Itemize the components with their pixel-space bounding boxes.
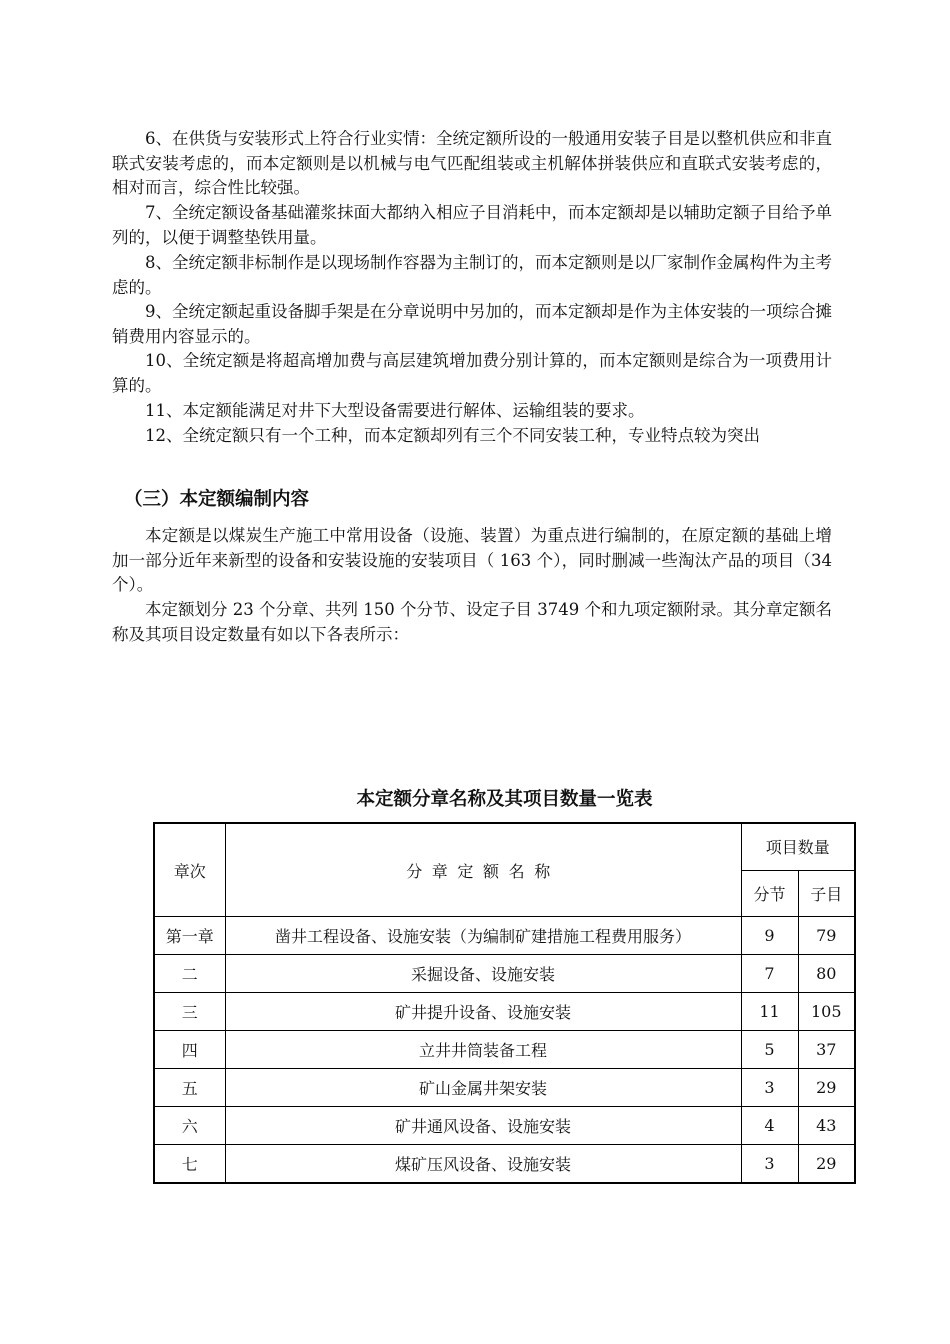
table-title: 本定额分章名称及其项目数量一览表 [356,789,653,810]
table-row [154,1107,855,1145]
header-chapter: 章次 [154,823,225,917]
paragraph-compilation-content: 本定额是以煤炭生产施工中常用设备（设施、装置）为重点进行编制的，在原定额的基础上增加一部分近年来新型的设备和安装设施的安装项目（ 163 个），同时删减一些淘汰产品的项目（34 个）。 [112,526,832,594]
paragraph-item-8: 8、全统定额非标制作是以现场制作容器为主制订的，而本定额则是以厂家制作金属构件为主考虑的。 [112,253,832,297]
chapter-cell: 二 [154,955,225,993]
paragraph-item-6: 6、在供货与安装形式上符合行业实情：全统定额所设的一般通用安装子目是以整机供应和非直联式安装考虑的，而本定额则是以机械与电气匹配组装或主机解体拼装供应和直联式安装考虑的，相对而言，综合性比较强。 [112,129,832,197]
subitems-cell: 80 [798,955,855,993]
chapter-cell: 四 [154,1031,225,1069]
sections-cell: 11 [741,993,798,1031]
subitems-cell: 105 [798,993,855,1031]
chapter-cell: 第一章 [154,917,225,955]
table-row [154,1031,855,1069]
header-subitems: 子目 [798,870,855,917]
chapter-name-cell: 凿井工程设备、设施安装（为编制矿建措施工程费用服务） [225,917,741,955]
chapter-name-cell: 矿山金属井架安装 [225,1069,741,1107]
header-chapter-name: 分章定额名称 [225,823,741,917]
chapter-name-cell: 立井井筒装备工程 [225,1031,741,1069]
paragraph-item-11: 11、本定额能满足对井下大型设备需要进行解体、运输组装的要求。 [145,401,645,420]
chapter-cell: 七 [154,1145,225,1184]
chapter-name-cell: 煤矿压风设备、设施安装 [225,1145,741,1184]
table-row [154,955,855,993]
chapter-name-cell: 矿井通风设备、设施安装 [225,1107,741,1145]
subitems-cell: 37 [798,1031,855,1069]
subitems-cell: 43 [798,1107,855,1145]
chapter-cell: 五 [154,1069,225,1107]
table-row [154,993,855,1031]
paragraph-chapter-division: 本定额划分 23 个分章、共列 150 个分节、设定子目 3749 个和九项定额附录。其分章定额名称及其项目设定数量有如以下各表所示： [112,600,832,644]
chapter-cell: 六 [154,1107,225,1145]
chapter-name-cell: 矿井提升设备、设施安装 [225,993,741,1031]
paragraph-item-10: 10、全统定额是将超高增加费与高层建筑增加费分别计算的，而本定额则是综合为一项费用计算的。 [112,351,832,395]
header-sections: 分节 [741,870,798,917]
sections-cell: 3 [741,1069,798,1107]
header-item-count: 项目数量 [741,823,855,870]
table-row [154,1145,855,1184]
subitems-cell: 29 [798,1069,855,1107]
subitems-cell: 79 [798,917,855,955]
paragraph-item-7: 7、全统定额设备基础灌浆抹面大都纳入相应子目消耗中，而本定额却是以辅助定额子目给予单列的，以便于调整垫铁用量。 [112,203,832,247]
chapter-cell: 三 [154,993,225,1031]
sections-cell: 3 [741,1145,798,1184]
paragraph-item-9: 9、全统定额起重设备脚手架是在分章说明中另加的，而本定额却是作为主体安装的一项综合摊销费用内容显示的。 [112,302,832,346]
paragraph-item-12: 12、全统定额只有一个工种，而本定额却列有三个不同安装工种，专业特点较为突出 [145,426,760,445]
sections-cell: 7 [741,955,798,993]
sections-cell: 5 [741,1031,798,1069]
table-row [154,1069,855,1107]
chapter-name-cell: 采掘设备、设施安装 [225,955,741,993]
section-heading: （三）本定额编制内容 [124,489,310,510]
sections-cell: 4 [741,1107,798,1145]
chapter-quota-table [153,822,856,1184]
subitems-cell: 29 [798,1145,855,1184]
sections-cell: 9 [741,917,798,955]
table-row [154,917,855,955]
